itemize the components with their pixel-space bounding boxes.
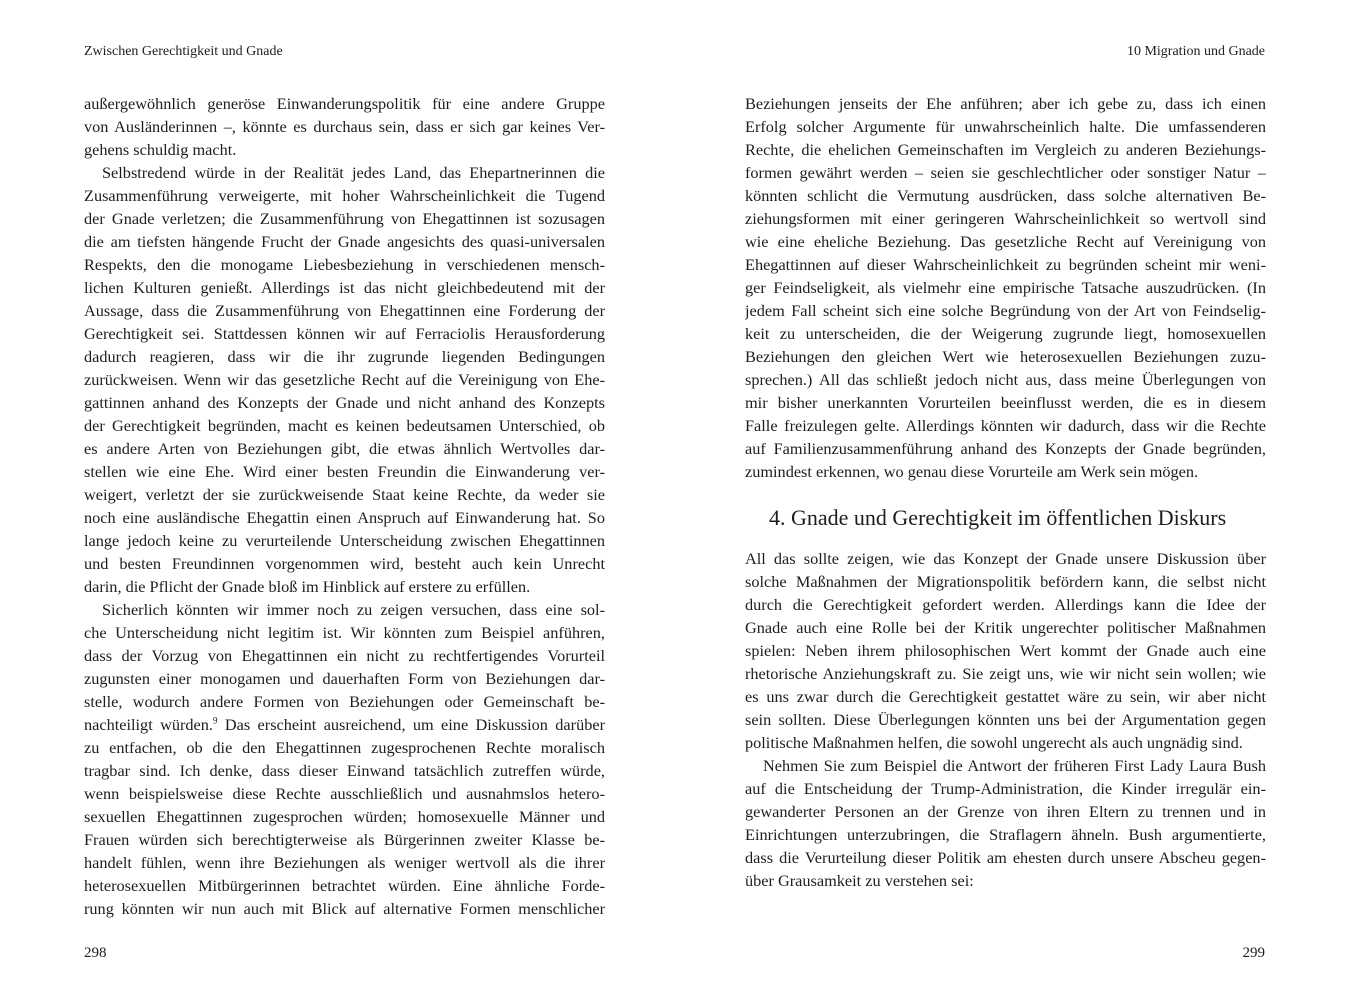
text-line: gewanderter Personen an der Grenze von ihren Eltern zu trennen und in [745, 802, 1266, 821]
right-page [674, 0, 1349, 1000]
footnote-marker[interactable]: 9 [213, 715, 218, 726]
text-line: Einrichtungen unterzubringen, die Straflagern ähneln. Bush argumentierte, [745, 825, 1266, 844]
text-line: es uns zwar durch die Gerechtigkeit gestattet wäre zu sein, wir aber nicht [745, 687, 1266, 706]
text-line: dass der Vorzug von Ehegattinnen ein nicht zu rechtfertigendes Vorurteil [84, 646, 605, 665]
text-line: der Gnade verletzen; die Zusammenführung von Ehegattinnen ist sozusagen [84, 209, 605, 228]
text-line-tail: Das erscheint ausreichend, um eine Diskussion darüber [217, 715, 605, 734]
text-line: ziehungsformen mit einer geringeren Wahrscheinlichkeit so wertvoll sind [745, 209, 1266, 228]
text-line: rung könnten wir nun auch mit Blick auf alternative Formen menschlicher [84, 899, 605, 918]
text-line: Nehmen Sie zum Beispiel die Antwort der früheren First Lady Laura Bush [763, 756, 1266, 775]
text-line: ger Feindseligkeit, als vielmehr eine empirische Tatsache auszudrücken. (In [745, 278, 1266, 297]
text-line: außergewöhnlich generöse Einwanderungspolitik für eine andere Gruppe [84, 94, 605, 113]
text-line: dass die Verurteilung dieser Politik am ehesten durch unsere Abscheu gegen- [745, 848, 1266, 867]
text-line: Respekts, den die monogame Liebesbeziehung in verschiedenen mensch- [84, 255, 605, 274]
text-line: zu entfachen, ob die den Ehegattinnen zugesprochenen Rechte moralisch [84, 738, 605, 757]
text-line: zumindest erkennen, wo genau diese Vorurteile am Werk sein mögen. [745, 462, 1199, 481]
text-line: Falle freizulegen gelte. Allerdings könnten wir dadurch, dass wir die Rechte [745, 416, 1266, 435]
text-line: von Ausländerinnen –, könnte es durchaus sein, dass er sich gar keines Ver- [84, 117, 605, 136]
text-line: mir bisher unerkannten Vorurteilen beeinflusst werden, die es in diesem [745, 393, 1266, 412]
text-line: stelle, wodurch andere Formen von Beziehungen oder Gemeinschaft be- [84, 692, 605, 711]
text-line: jedem Fall scheint sich eine solche Begründung von der Art von Feindselig- [745, 301, 1266, 320]
text-line: Selbstredend würde in der Realität jedes Land, das Ehepartnerinnen die [102, 163, 605, 182]
text-line: es andere Arten von Beziehungen gibt, die etwas ähnlich Wertvolles dar- [84, 439, 605, 458]
text-line: lichen Kulturen genießt. Allerdings ist das nicht gleichbedeutend mit der [84, 278, 605, 297]
text-line: lange jedoch keine zu verurteilende Unterscheidung zwischen Ehegattinnen [84, 531, 605, 550]
text-line: formen gewährt werden – seien sie geschlechtlicher oder sonstiger Natur – [745, 163, 1266, 182]
text-line: stellen wie eine Ehe. Wird einer besten Freundin die Einwanderung ver- [84, 462, 605, 481]
text-line: Gerechtigkeit sei. Stattdessen können wir auf Ferraciolis Herausforderung [84, 324, 605, 343]
right-page-body [745, 92, 1266, 892]
text-line: Ehegattinnen auf dieser Wahrscheinlichkeit zu begründen scheint mir weni- [745, 255, 1266, 274]
text-line: Frauen würden sich berechtigterweise als Bürgerinnen zweiter Klasse be- [84, 830, 605, 849]
text-line: All das sollte zeigen, wie das Konzept der Gnade unsere Diskussion über [745, 549, 1266, 568]
left-page-body [84, 92, 605, 920]
text-line: spielen: Neben ihrem philosophischen Wert kommt der Gnade auch eine [745, 641, 1266, 660]
text-line: auf die Entscheidung der Trump-Administration, die Kinder irregulär ein- [745, 779, 1266, 798]
text-line: darin, die Pflicht der Gnade bloß im Hinblick auf erstere zu erfüllen. [84, 577, 531, 596]
text-line: sprechen.) All das schließt jedoch nicht aus, dass meine Überlegungen von [745, 370, 1266, 389]
text-line: könnten schlicht die Vermutung ausdrücken, dass solche alternativen Be- [745, 186, 1266, 205]
page-number-right: 299 [1242, 945, 1265, 961]
text-line: gattinnen anhand des Konzepts der Gnade und nicht anhand des Konzepts [84, 393, 605, 412]
text-line: che Unterscheidung nicht legitim ist. Wir könnten zum Beispiel anführen, [84, 623, 605, 642]
text-line: über Grausamkeit zu verstehen sei: [745, 871, 974, 890]
text-line: sein sollten. Diese Überlegungen könnten uns bei der Argumentation gegen [745, 710, 1266, 729]
text-line: Zusammenführung verweigerte, mit hoher Wahrscheinlichkeit die Tugend [84, 186, 605, 205]
text-line: und besten Freundinnen vorgenommen wird, besteht auch kein Unrecht [84, 554, 605, 573]
text-line: zugunsten einer monogamen und dauerhaften Form von Beziehungen dar- [84, 669, 605, 688]
text-line: Beziehungen den gleichen Wert wie heterosexuellen Beziehungen zuzu- [745, 347, 1266, 366]
text-line: handelt fühlen, wenn ihre Beziehungen als weniger wertvoll als die ihrer [84, 853, 605, 872]
running-head-right: 10 Migration und Gnade [1126, 44, 1265, 59]
text-line: die am tiefsten hängende Frucht der Gnade angesichts des quasi-universalen [84, 232, 605, 251]
text-line: dadurch reagieren, dass wir die ihr zugrunde liegenden Bedingungen [84, 347, 605, 366]
text-line: keit zu unterscheiden, die der Weigerung zugrunde liegt, homosexuellen [745, 324, 1266, 343]
text-line: gehens schuldig macht. [84, 140, 237, 159]
section-heading: 4. Gnade und Gerechtigkeit im öffentlichen Diskurs [769, 505, 1227, 530]
text-line: auf Familienzusammenführung anhand des Konzepts der Gnade begründen, [745, 439, 1266, 458]
text-line-head: nachteiligt würden. [84, 715, 213, 734]
text-line: Aussage, dass die Zusammenführung von Ehegattinnen eine Forderung der [84, 301, 605, 320]
text-line: weigert, verletzt der sie zurückweisende Staat keine Rechte, da weder sie [84, 485, 605, 504]
text-line: rhetorische Anziehungskraft zu. Sie zeigt uns, wie wir nicht sein wollen; wie [745, 664, 1266, 683]
text-line: politische Maßnahmen helfen, die sowohl ungerecht als auch ungnädig sind. [745, 733, 1243, 752]
text-line: Beziehungen jenseits der Ehe anführen; aber ich gebe zu, dass ich einen [745, 94, 1266, 113]
text-line: Rechte, die ehelichen Gemeinschaften im Vergleich zu anderen Beziehungs- [745, 140, 1266, 159]
text-line: der Gerechtigkeit begründen, macht es keinen bedeutsamen Unterschied, ob [84, 416, 605, 435]
text-line: sexuellen Ehegattinnen zugesprochen würden; homosexuelle Männer und [84, 807, 605, 826]
text-line: Sicherlich könnten wir immer noch zu zeigen versuchen, dass eine sol- [102, 600, 605, 619]
text-line: Erfolg solcher Argumente für unwahrscheinlich halte. Die umfassenderen [745, 117, 1266, 136]
left-page [0, 0, 674, 1000]
text-line-with-footnote [84, 713, 605, 736]
text-line: noch eine ausländische Ehegattin einen Anspruch auf Einwanderung hat. So [84, 508, 605, 527]
text-line: tragbar sind. Ich denke, dass dieser Einwand tatsächlich zutreffen würde, [84, 761, 605, 780]
running-head-left: Zwischen Gerechtigkeit und Gnade [84, 44, 283, 59]
text-line: durch die Gerechtigkeit gefordert werden. Allerdings kann die Idee der [745, 595, 1266, 614]
text-line: heterosexuellen Mitbürgerinnen betrachtet würden. Eine ähnliche Forde- [84, 876, 605, 895]
page-number-left: 298 [84, 945, 107, 961]
text-line: solche Maßnahmen der Migrationspolitik befördern kann, die selbst nicht [745, 572, 1266, 591]
text-line: zurückweisen. Wenn wir das gesetzliche Recht auf die Vereinigung von Ehe- [84, 370, 605, 389]
text-line: Gnade auch eine Rolle bei der Kritik ungerechter politischer Maßnahmen [745, 618, 1266, 637]
text-line: wie eine eheliche Beziehung. Das gesetzliche Recht auf Vereinigung von [745, 232, 1266, 251]
text-line: wenn beispielsweise diese Rechte ausschließlich und ausnahmslos hetero- [84, 784, 605, 803]
